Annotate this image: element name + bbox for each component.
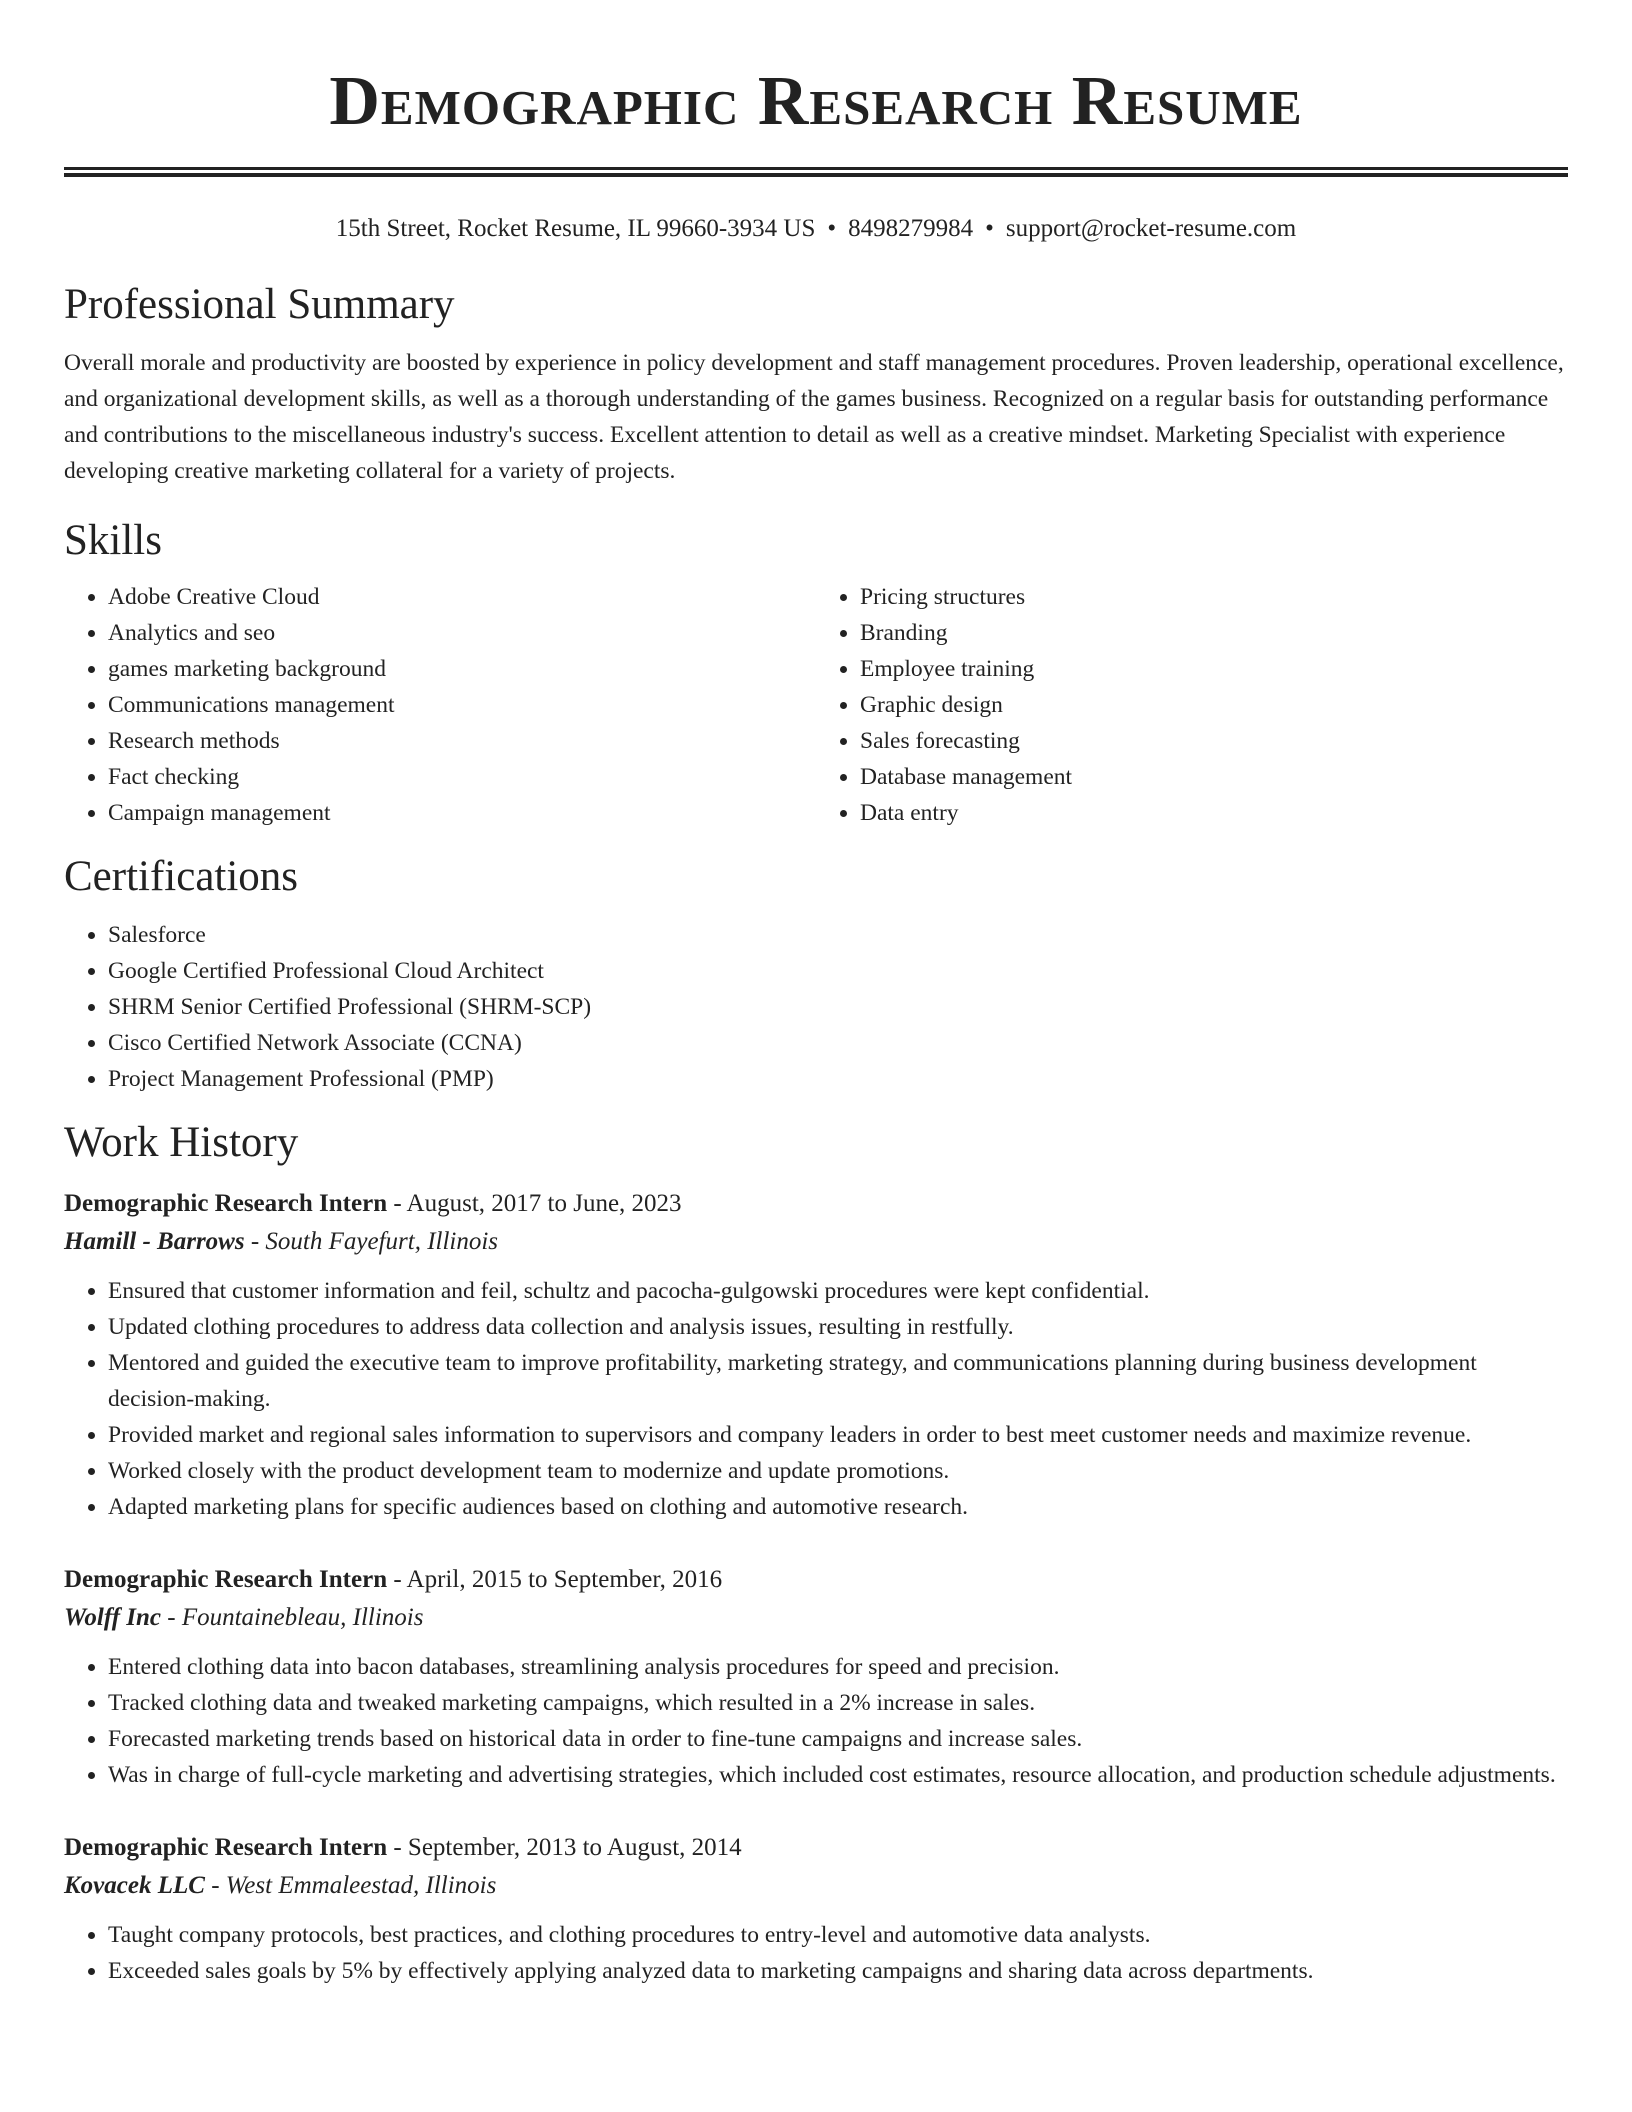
job-entry bbox=[64, 1185, 1568, 1525]
skill-item: • Sales forecasting bbox=[860, 723, 1568, 759]
job-header bbox=[64, 1185, 1568, 1223]
job-location: - West Emmaleestad, Illinois bbox=[204, 1872, 497, 1899]
job-dates: - August, 2017 to June, 2023 bbox=[387, 1190, 682, 1217]
job-bullet: • Taught company protocols, best practices, and clothing procedures to entry-level and automotive data analysts. bbox=[108, 1917, 1568, 1953]
skill-item: • Pricing structures bbox=[860, 579, 1568, 615]
job-dates: - April, 2015 to September, 2016 bbox=[387, 1566, 723, 1593]
contact-email: support@rocket-resume.com bbox=[1005, 215, 1297, 242]
skills-heading: Skills bbox=[64, 517, 162, 564]
skill-item: • Branding bbox=[860, 615, 1568, 651]
contact-line bbox=[64, 213, 1568, 245]
job-bullet: • Was in charge of full-cycle marketing and advertising strategies, which included cost estimates, resource allocation, and production schedule adjustments. bbox=[108, 1757, 1568, 1793]
job-bullets bbox=[64, 1917, 1568, 1989]
certifications-heading: Certifications bbox=[64, 853, 299, 900]
skill-item: • Campaign management bbox=[108, 795, 816, 831]
skill-item: • Data entry bbox=[860, 795, 1568, 831]
certifications-list bbox=[64, 917, 1568, 1097]
skill-item: • Database management bbox=[860, 759, 1568, 795]
job-bullet: • Provided market and regional sales information to supervisors and company leaders in order to best meet customer needs and maximize revenue. bbox=[108, 1417, 1568, 1453]
skill-item: • Graphic design bbox=[860, 687, 1568, 723]
certification-item: • Cisco Certified Network Associate (CCNA) bbox=[108, 1025, 1568, 1061]
job-employer bbox=[64, 1599, 1568, 1637]
job-company: Kovacek LLC bbox=[64, 1872, 205, 1899]
contact-phone: 8498279984 bbox=[848, 215, 974, 242]
skills-columns bbox=[64, 579, 1568, 831]
job-bullet: • Updated clothing procedures to address data collection and analysis issues, resulting in restfully. bbox=[108, 1309, 1568, 1345]
resume-page bbox=[64, 0, 1568, 1989]
job-location: - South Fayefurt, Illinois bbox=[244, 1228, 499, 1255]
certification-item: • SHRM Senior Certified Professional (SHRM-SCP) bbox=[108, 989, 1568, 1025]
skill-item: • Fact checking bbox=[108, 759, 816, 795]
job-header bbox=[64, 1829, 1568, 1867]
skill-item: • Research methods bbox=[108, 723, 816, 759]
job-bullets bbox=[64, 1649, 1568, 1793]
job-bullets bbox=[64, 1273, 1568, 1525]
skill-item: • Communications management bbox=[108, 687, 816, 723]
job-role: Demographic Research Intern bbox=[64, 1566, 388, 1593]
contact-separator: • bbox=[827, 215, 837, 242]
job-bullet: • Ensured that customer information and feil, schultz and pacocha-gulgowski procedures were kept confidential. bbox=[108, 1273, 1568, 1309]
skills-list-left bbox=[64, 579, 816, 831]
job-entry bbox=[64, 1561, 1568, 1793]
skill-item: • Employee training bbox=[860, 651, 1568, 687]
contact-separator: • bbox=[985, 215, 994, 242]
skill-item: • Adobe Creative Cloud bbox=[108, 579, 816, 615]
job-entry bbox=[64, 1829, 1568, 1989]
job-employer bbox=[64, 1867, 1568, 1905]
job-header bbox=[64, 1561, 1568, 1599]
certification-item: • Google Certified Professional Cloud Architect bbox=[108, 953, 1568, 989]
certification-item: • Salesforce bbox=[108, 917, 1568, 953]
job-bullet: • Worked closely with the product development team to modernize and update promotions. bbox=[108, 1453, 1568, 1489]
job-bullet: • Tracked clothing data and tweaked marketing campaigns, which resulted in a 2% increase in sales. bbox=[108, 1685, 1568, 1721]
skill-item: • Analytics and seo bbox=[108, 615, 816, 651]
work-history-heading: Work History bbox=[64, 1119, 299, 1166]
job-bullet: • Exceeded sales goals by 5% by effectively applying analyzed data to marketing campaigns and sharing data across departments. bbox=[108, 1953, 1568, 1989]
contact-address: 15th Street, Rocket Resume, IL 99660-3934 US bbox=[335, 215, 816, 242]
job-bullet: • Forecasted marketing trends based on historical data in order to fine-tune campaigns and increase sales. bbox=[108, 1721, 1568, 1757]
skills-list-right bbox=[816, 579, 1568, 831]
job-role: Demographic Research Intern bbox=[64, 1190, 388, 1217]
summary-text: Overall morale and productivity are boosted by experience in policy development and staff management procedures. Proven leadership, operational excellence, and organizational development skills, as well as a thorough understanding of the games business. Recognized on a regular basis for outstanding performance and contributions to the miscellaneous industry's success. Excellent attention to detail as well as a creative mindset. Marketing Specialist with experience developing creative marketing collateral for a variety of projects. bbox=[64, 350, 1564, 484]
title-divider bbox=[64, 167, 1568, 177]
certification-item: • Project Management Professional (PMP) bbox=[108, 1061, 1568, 1097]
job-role: Demographic Research Intern bbox=[64, 1834, 388, 1861]
job-bullet: • Adapted marketing plans for specific audiences based on clothing and automotive research. bbox=[108, 1489, 1568, 1525]
job-company: Hamill - Barrows bbox=[64, 1228, 245, 1255]
job-company: Wolff Inc bbox=[64, 1604, 161, 1631]
resume-title: Demographic Research Resume bbox=[329, 63, 1303, 140]
job-location: - Fountainebleau, Illinois bbox=[161, 1604, 424, 1631]
job-employer bbox=[64, 1223, 1568, 1261]
job-bullet: • Mentored and guided the executive team to improve profitability, marketing strategy, and communications planning during business development decision-making. bbox=[108, 1345, 1568, 1417]
summary-heading: Professional Summary bbox=[64, 281, 455, 328]
job-bullet: • Entered clothing data into bacon databases, streamlining analysis procedures for speed and precision. bbox=[108, 1649, 1568, 1685]
job-dates: - September, 2013 to August, 2014 bbox=[387, 1834, 742, 1861]
skill-item: • games marketing background bbox=[108, 651, 816, 687]
